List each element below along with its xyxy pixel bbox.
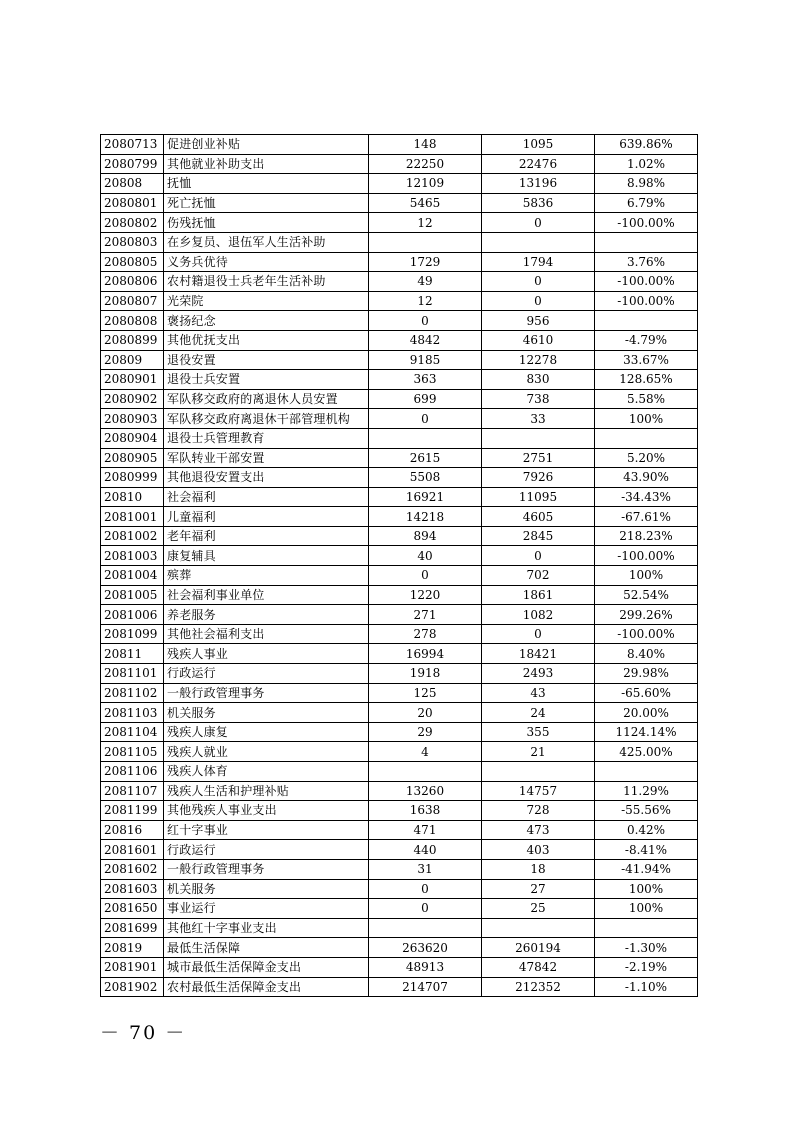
cell-code: 2080713 bbox=[101, 135, 164, 155]
cell-change-pct: -100.00% bbox=[595, 213, 698, 233]
cell-change-pct: 29.98% bbox=[595, 664, 698, 684]
table-row bbox=[101, 232, 698, 252]
table-row bbox=[101, 957, 698, 977]
table-row bbox=[101, 899, 698, 919]
cell-code: 2080808 bbox=[101, 311, 164, 331]
cell-prev-amount: 1638 bbox=[369, 801, 482, 821]
cell-code: 20810 bbox=[101, 487, 164, 507]
table-row bbox=[101, 526, 698, 546]
cell-change-pct bbox=[595, 428, 698, 448]
cell-code: 2081001 bbox=[101, 507, 164, 527]
table-row bbox=[101, 605, 698, 625]
cell-curr-amount: 27 bbox=[482, 879, 595, 899]
cell-code: 2081101 bbox=[101, 664, 164, 684]
cell-change-pct: 11.29% bbox=[595, 781, 698, 801]
cell-item-name: 机关服务 bbox=[164, 879, 369, 899]
cell-prev-amount: 40 bbox=[369, 546, 482, 566]
cell-curr-amount: 212352 bbox=[482, 977, 595, 997]
cell-curr-amount bbox=[482, 428, 595, 448]
cell-change-pct: 8.98% bbox=[595, 174, 698, 194]
table-row bbox=[101, 683, 698, 703]
cell-prev-amount: 699 bbox=[369, 389, 482, 409]
cell-prev-amount: 13260 bbox=[369, 781, 482, 801]
cell-curr-amount: 0 bbox=[482, 272, 595, 292]
cell-prev-amount: 5508 bbox=[369, 468, 482, 488]
cell-curr-amount: 22476 bbox=[482, 154, 595, 174]
cell-change-pct bbox=[595, 311, 698, 331]
cell-code: 20809 bbox=[101, 350, 164, 370]
cell-curr-amount: 5836 bbox=[482, 193, 595, 213]
table-row bbox=[101, 566, 698, 586]
cell-code: 2081602 bbox=[101, 859, 164, 879]
cell-change-pct: -100.00% bbox=[595, 272, 698, 292]
cell-code: 2081006 bbox=[101, 605, 164, 625]
cell-code: 2081106 bbox=[101, 762, 164, 782]
cell-item-name: 社会福利事业单位 bbox=[164, 585, 369, 605]
cell-change-pct: -55.56% bbox=[595, 801, 698, 821]
cell-code: 2081105 bbox=[101, 742, 164, 762]
cell-curr-amount: 0 bbox=[482, 213, 595, 233]
cell-item-name: 军队移交政府的离退休人员安置 bbox=[164, 389, 369, 409]
cell-prev-amount: 12109 bbox=[369, 174, 482, 194]
cell-code: 2080905 bbox=[101, 448, 164, 468]
cell-curr-amount: 24 bbox=[482, 703, 595, 723]
cell-prev-amount bbox=[369, 232, 482, 252]
cell-curr-amount: 13196 bbox=[482, 174, 595, 194]
cell-curr-amount: 0 bbox=[482, 546, 595, 566]
cell-change-pct: 52.54% bbox=[595, 585, 698, 605]
table-row bbox=[101, 468, 698, 488]
cell-prev-amount: 29 bbox=[369, 722, 482, 742]
table-row bbox=[101, 370, 698, 390]
cell-change-pct: -100.00% bbox=[595, 624, 698, 644]
cell-prev-amount: 16994 bbox=[369, 644, 482, 664]
cell-prev-amount: 14218 bbox=[369, 507, 482, 527]
cell-curr-amount: 2845 bbox=[482, 526, 595, 546]
cell-item-name: 康复辅具 bbox=[164, 546, 369, 566]
cell-prev-amount: 214707 bbox=[369, 977, 482, 997]
cell-curr-amount: 25 bbox=[482, 899, 595, 919]
table-row bbox=[101, 546, 698, 566]
cell-item-name: 残疾人体育 bbox=[164, 762, 369, 782]
cell-item-name: 其他退役安置支出 bbox=[164, 468, 369, 488]
table-row bbox=[101, 311, 698, 331]
cell-item-name: 光荣院 bbox=[164, 291, 369, 311]
cell-change-pct: 6.79% bbox=[595, 193, 698, 213]
cell-change-pct: 5.58% bbox=[595, 389, 698, 409]
cell-item-name: 机关服务 bbox=[164, 703, 369, 723]
cell-item-name: 死亡抚恤 bbox=[164, 193, 369, 213]
cell-curr-amount: 43 bbox=[482, 683, 595, 703]
cell-curr-amount: 1095 bbox=[482, 135, 595, 155]
cell-code: 2080807 bbox=[101, 291, 164, 311]
table-row bbox=[101, 859, 698, 879]
cell-curr-amount: 11095 bbox=[482, 487, 595, 507]
cell-change-pct: -8.41% bbox=[595, 840, 698, 860]
cell-code: 2081004 bbox=[101, 566, 164, 586]
cell-item-name: 农村最低生活保障金支出 bbox=[164, 977, 369, 997]
cell-prev-amount: 12 bbox=[369, 213, 482, 233]
table-row bbox=[101, 722, 698, 742]
cell-item-name: 城市最低生活保障金支出 bbox=[164, 957, 369, 977]
cell-code: 2080902 bbox=[101, 389, 164, 409]
cell-item-name: 其他残疾人事业支出 bbox=[164, 801, 369, 821]
cell-prev-amount: 20 bbox=[369, 703, 482, 723]
cell-curr-amount: 956 bbox=[482, 311, 595, 331]
cell-change-pct: -1.10% bbox=[595, 977, 698, 997]
table-row bbox=[101, 154, 698, 174]
cell-prev-amount: 1729 bbox=[369, 252, 482, 272]
cell-change-pct bbox=[595, 762, 698, 782]
cell-curr-amount: 4610 bbox=[482, 330, 595, 350]
table-row bbox=[101, 624, 698, 644]
cell-curr-amount: 47842 bbox=[482, 957, 595, 977]
table-row bbox=[101, 330, 698, 350]
cell-prev-amount: 363 bbox=[369, 370, 482, 390]
cell-prev-amount: 0 bbox=[369, 311, 482, 331]
table-row bbox=[101, 742, 698, 762]
cell-change-pct: 5.20% bbox=[595, 448, 698, 468]
cell-prev-amount: 440 bbox=[369, 840, 482, 860]
expenditure-table bbox=[100, 134, 698, 997]
cell-code: 2080806 bbox=[101, 272, 164, 292]
cell-code: 20819 bbox=[101, 938, 164, 958]
table-row bbox=[101, 409, 698, 429]
cell-item-name: 一般行政管理事务 bbox=[164, 859, 369, 879]
cell-prev-amount: 5465 bbox=[369, 193, 482, 213]
table-row bbox=[101, 174, 698, 194]
table-body bbox=[101, 135, 698, 997]
cell-change-pct: 0.42% bbox=[595, 820, 698, 840]
cell-prev-amount: 278 bbox=[369, 624, 482, 644]
cell-change-pct: 299.26% bbox=[595, 605, 698, 625]
cell-item-name: 行政运行 bbox=[164, 664, 369, 684]
cell-item-name: 一般行政管理事务 bbox=[164, 683, 369, 703]
cell-code: 2080801 bbox=[101, 193, 164, 213]
cell-code: 2081003 bbox=[101, 546, 164, 566]
cell-code: 2081601 bbox=[101, 840, 164, 860]
cell-curr-amount: 702 bbox=[482, 566, 595, 586]
cell-item-name: 养老服务 bbox=[164, 605, 369, 625]
cell-change-pct: -34.43% bbox=[595, 487, 698, 507]
cell-curr-amount: 2493 bbox=[482, 664, 595, 684]
cell-prev-amount: 271 bbox=[369, 605, 482, 625]
cell-change-pct: -100.00% bbox=[595, 546, 698, 566]
cell-code: 2081103 bbox=[101, 703, 164, 723]
cell-curr-amount: 830 bbox=[482, 370, 595, 390]
cell-code: 20816 bbox=[101, 820, 164, 840]
table-row bbox=[101, 644, 698, 664]
cell-code: 2080805 bbox=[101, 252, 164, 272]
table-row bbox=[101, 487, 698, 507]
table-row bbox=[101, 938, 698, 958]
cell-item-name: 农村籍退役士兵老年生活补助 bbox=[164, 272, 369, 292]
cell-code: 2081099 bbox=[101, 624, 164, 644]
table-row bbox=[101, 507, 698, 527]
cell-item-name: 残疾人就业 bbox=[164, 742, 369, 762]
table-row bbox=[101, 428, 698, 448]
cell-change-pct: 100% bbox=[595, 566, 698, 586]
cell-item-name: 殡葬 bbox=[164, 566, 369, 586]
cell-change-pct: 8.40% bbox=[595, 644, 698, 664]
table-row bbox=[101, 272, 698, 292]
cell-curr-amount: 21 bbox=[482, 742, 595, 762]
cell-item-name: 抚恤 bbox=[164, 174, 369, 194]
cell-code: 2080802 bbox=[101, 213, 164, 233]
cell-curr-amount: 2751 bbox=[482, 448, 595, 468]
cell-item-name: 其他优抚支出 bbox=[164, 330, 369, 350]
cell-curr-amount: 0 bbox=[482, 291, 595, 311]
cell-prev-amount: 2615 bbox=[369, 448, 482, 468]
cell-code: 2081104 bbox=[101, 722, 164, 742]
cell-item-name: 伤残抚恤 bbox=[164, 213, 369, 233]
cell-curr-amount: 14757 bbox=[482, 781, 595, 801]
cell-curr-amount: 4605 bbox=[482, 507, 595, 527]
cell-prev-amount: 0 bbox=[369, 409, 482, 429]
cell-change-pct: 3.76% bbox=[595, 252, 698, 272]
cell-prev-amount: 894 bbox=[369, 526, 482, 546]
cell-prev-amount: 263620 bbox=[369, 938, 482, 958]
table-row bbox=[101, 762, 698, 782]
cell-item-name: 其他红十字事业支出 bbox=[164, 918, 369, 938]
cell-item-name: 行政运行 bbox=[164, 840, 369, 860]
cell-code: 2080901 bbox=[101, 370, 164, 390]
cell-item-name: 义务兵优待 bbox=[164, 252, 369, 272]
cell-curr-amount: 18421 bbox=[482, 644, 595, 664]
cell-change-pct bbox=[595, 232, 698, 252]
cell-item-name: 残疾人事业 bbox=[164, 644, 369, 664]
cell-code: 2080904 bbox=[101, 428, 164, 448]
cell-code: 20808 bbox=[101, 174, 164, 194]
table-row bbox=[101, 193, 698, 213]
cell-change-pct: -2.19% bbox=[595, 957, 698, 977]
cell-code: 2081199 bbox=[101, 801, 164, 821]
cell-change-pct bbox=[595, 918, 698, 938]
cell-item-name: 最低生活保障 bbox=[164, 938, 369, 958]
cell-item-name: 其他就业补助支出 bbox=[164, 154, 369, 174]
cell-change-pct: 218.23% bbox=[595, 526, 698, 546]
cell-change-pct: -67.61% bbox=[595, 507, 698, 527]
cell-change-pct: 100% bbox=[595, 409, 698, 429]
cell-item-name: 促进创业补贴 bbox=[164, 135, 369, 155]
cell-curr-amount bbox=[482, 762, 595, 782]
cell-code: 2080903 bbox=[101, 409, 164, 429]
cell-change-pct: 639.86% bbox=[595, 135, 698, 155]
cell-curr-amount: 0 bbox=[482, 624, 595, 644]
cell-curr-amount: 473 bbox=[482, 820, 595, 840]
cell-code: 2081005 bbox=[101, 585, 164, 605]
cell-curr-amount: 12278 bbox=[482, 350, 595, 370]
cell-code: 2081699 bbox=[101, 918, 164, 938]
cell-prev-amount: 1220 bbox=[369, 585, 482, 605]
cell-curr-amount: 738 bbox=[482, 389, 595, 409]
table-row bbox=[101, 350, 698, 370]
cell-prev-amount: 49 bbox=[369, 272, 482, 292]
cell-prev-amount: 48913 bbox=[369, 957, 482, 977]
cell-prev-amount: 16921 bbox=[369, 487, 482, 507]
table-row bbox=[101, 801, 698, 821]
cell-code: 2081107 bbox=[101, 781, 164, 801]
cell-code: 2080803 bbox=[101, 232, 164, 252]
cell-change-pct: 20.00% bbox=[595, 703, 698, 723]
cell-prev-amount bbox=[369, 762, 482, 782]
cell-change-pct: -65.60% bbox=[595, 683, 698, 703]
cell-prev-amount: 0 bbox=[369, 899, 482, 919]
cell-item-name: 退役士兵管理教育 bbox=[164, 428, 369, 448]
cell-code: 2081002 bbox=[101, 526, 164, 546]
cell-prev-amount: 22250 bbox=[369, 154, 482, 174]
cell-code: 2080999 bbox=[101, 468, 164, 488]
table-row bbox=[101, 781, 698, 801]
cell-prev-amount: 4 bbox=[369, 742, 482, 762]
cell-curr-amount: 1794 bbox=[482, 252, 595, 272]
page-number: － 70 － bbox=[100, 1022, 187, 1044]
cell-code: 20811 bbox=[101, 644, 164, 664]
cell-prev-amount: 148 bbox=[369, 135, 482, 155]
cell-item-name: 残疾人生活和护理补贴 bbox=[164, 781, 369, 801]
table-row bbox=[101, 448, 698, 468]
cell-code: 2080899 bbox=[101, 330, 164, 350]
cell-change-pct: 128.65% bbox=[595, 370, 698, 390]
cell-code: 2081650 bbox=[101, 899, 164, 919]
cell-item-name: 社会福利 bbox=[164, 487, 369, 507]
cell-curr-amount: 728 bbox=[482, 801, 595, 821]
cell-curr-amount: 260194 bbox=[482, 938, 595, 958]
cell-item-name: 军队移交政府离退休干部管理机构 bbox=[164, 409, 369, 429]
cell-item-name: 在乡复员、退伍军人生活补助 bbox=[164, 232, 369, 252]
cell-prev-amount: 9185 bbox=[369, 350, 482, 370]
cell-change-pct: 425.00% bbox=[595, 742, 698, 762]
cell-code: 2081102 bbox=[101, 683, 164, 703]
cell-item-name: 退役士兵安置 bbox=[164, 370, 369, 390]
cell-curr-amount bbox=[482, 232, 595, 252]
table-row bbox=[101, 918, 698, 938]
cell-curr-amount: 33 bbox=[482, 409, 595, 429]
cell-prev-amount: 0 bbox=[369, 566, 482, 586]
cell-change-pct: -100.00% bbox=[595, 291, 698, 311]
cell-change-pct: 33.67% bbox=[595, 350, 698, 370]
cell-item-name: 退役安置 bbox=[164, 350, 369, 370]
cell-curr-amount: 7926 bbox=[482, 468, 595, 488]
cell-item-name: 事业运行 bbox=[164, 899, 369, 919]
cell-prev-amount: 0 bbox=[369, 879, 482, 899]
cell-change-pct: 1.02% bbox=[595, 154, 698, 174]
table-row bbox=[101, 213, 698, 233]
cell-curr-amount: 355 bbox=[482, 722, 595, 742]
table-row bbox=[101, 879, 698, 899]
cell-prev-amount: 31 bbox=[369, 859, 482, 879]
table-row bbox=[101, 820, 698, 840]
cell-change-pct: 1124.14% bbox=[595, 722, 698, 742]
cell-prev-amount: 12 bbox=[369, 291, 482, 311]
cell-prev-amount bbox=[369, 428, 482, 448]
cell-prev-amount: 125 bbox=[369, 683, 482, 703]
table-row bbox=[101, 389, 698, 409]
cell-change-pct: -1.30% bbox=[595, 938, 698, 958]
cell-curr-amount: 1082 bbox=[482, 605, 595, 625]
table-row bbox=[101, 664, 698, 684]
table-row bbox=[101, 703, 698, 723]
cell-item-name: 老年福利 bbox=[164, 526, 369, 546]
cell-item-name: 儿童福利 bbox=[164, 507, 369, 527]
cell-prev-amount: 4842 bbox=[369, 330, 482, 350]
cell-item-name: 红十字事业 bbox=[164, 820, 369, 840]
cell-item-name: 残疾人康复 bbox=[164, 722, 369, 742]
cell-curr-amount: 18 bbox=[482, 859, 595, 879]
cell-item-name: 褒扬纪念 bbox=[164, 311, 369, 331]
cell-code: 2081901 bbox=[101, 957, 164, 977]
table-row bbox=[101, 840, 698, 860]
table-row bbox=[101, 977, 698, 997]
cell-change-pct: 100% bbox=[595, 899, 698, 919]
cell-item-name: 军队转业干部安置 bbox=[164, 448, 369, 468]
cell-prev-amount: 471 bbox=[369, 820, 482, 840]
table-row bbox=[101, 135, 698, 155]
cell-curr-amount: 1861 bbox=[482, 585, 595, 605]
cell-change-pct: 43.90% bbox=[595, 468, 698, 488]
table-row bbox=[101, 585, 698, 605]
cell-item-name: 其他社会福利支出 bbox=[164, 624, 369, 644]
cell-prev-amount bbox=[369, 918, 482, 938]
cell-code: 2080799 bbox=[101, 154, 164, 174]
cell-curr-amount bbox=[482, 918, 595, 938]
cell-code: 2081902 bbox=[101, 977, 164, 997]
cell-change-pct: -4.79% bbox=[595, 330, 698, 350]
cell-prev-amount: 1918 bbox=[369, 664, 482, 684]
cell-change-pct: -41.94% bbox=[595, 859, 698, 879]
table-row bbox=[101, 252, 698, 272]
cell-change-pct: 100% bbox=[595, 879, 698, 899]
cell-curr-amount: 403 bbox=[482, 840, 595, 860]
table-row bbox=[101, 291, 698, 311]
cell-code: 2081603 bbox=[101, 879, 164, 899]
